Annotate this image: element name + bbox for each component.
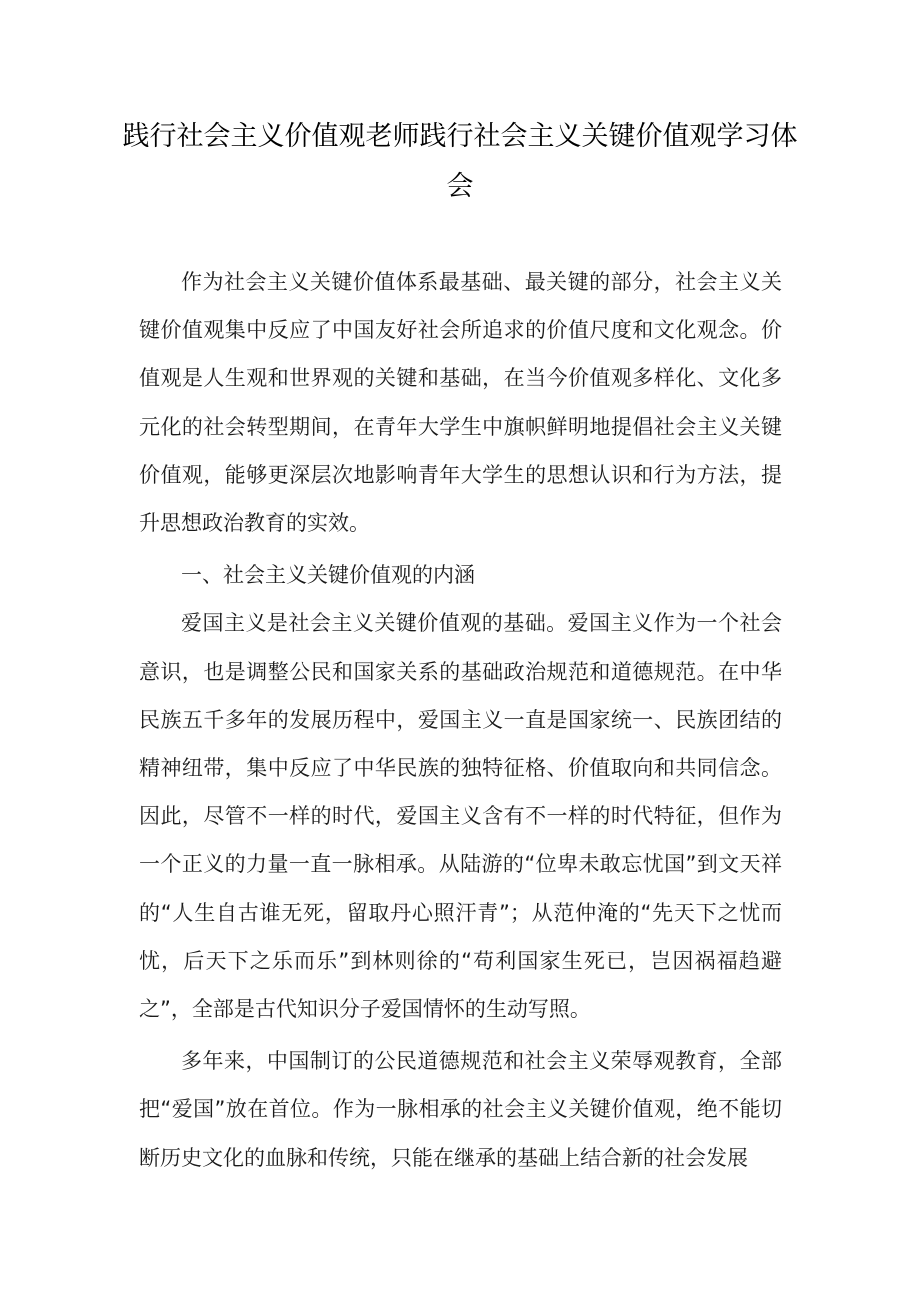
document-title: 践行社会主义价值观老师践行社会主义关键价值观学习体会 xyxy=(122,121,798,202)
paragraph-patriotism: 爱国主义是社会主义关键价值观的基础。爱国主义作为一个社会意识，也是调整公民和国家关系的基础政治规范和道德规范。在中华民族五千多年的发展历程中，爱国主义一直是国家统一、民族团结的精神纽带，集中反应了中华民族的独特征格、价值取向和共同信念。因此，尽管不一样的时代，爱国主义含有不一样的时代特征，但作为一个正义的力量一直一脉相承。从陆游的“位卑未敢忘忧国”到文天祥的“人生自古谁无死，留取丹心照汗青”；从范仲淹的“先天下之忧而忧，后天下之乐而乐”到林则徐的“苟利国家生死已，岂因祸福趋避之”，全部是古代知识分子爱国情怀的生动写照。 xyxy=(139,611,782,1022)
paragraph-intro: 作为社会主义关键价值体系最基础、最关键的部分，社会主义关键价值观集中反应了中国友好社会所追求的价值尺度和文化观念。价值观是人生观和世界观的关键和基础，在当今价值观多样化、文化多元化的社会转型期间，在青年大学生中旗帜鲜明地提倡社会主义关键价值观，能够更深层次地影响青年大学生的思想认识和行为方法，提升思想政治教育的实效。 xyxy=(139,270,782,536)
section-heading: 一、社会主义关键价值观的内涵 xyxy=(181,563,475,588)
document-body xyxy=(139,258,782,1186)
paragraph-tradition: 多年来，中国制订的公民道德规范和社会主义荣辱观教育，全部把“爱国”放在首位。作为一脉相承的社会主义关键价值观，绝不能切断历史文化的血脉和传统，只能在继承的基础上结合新的社会发展 xyxy=(139,1049,782,1170)
